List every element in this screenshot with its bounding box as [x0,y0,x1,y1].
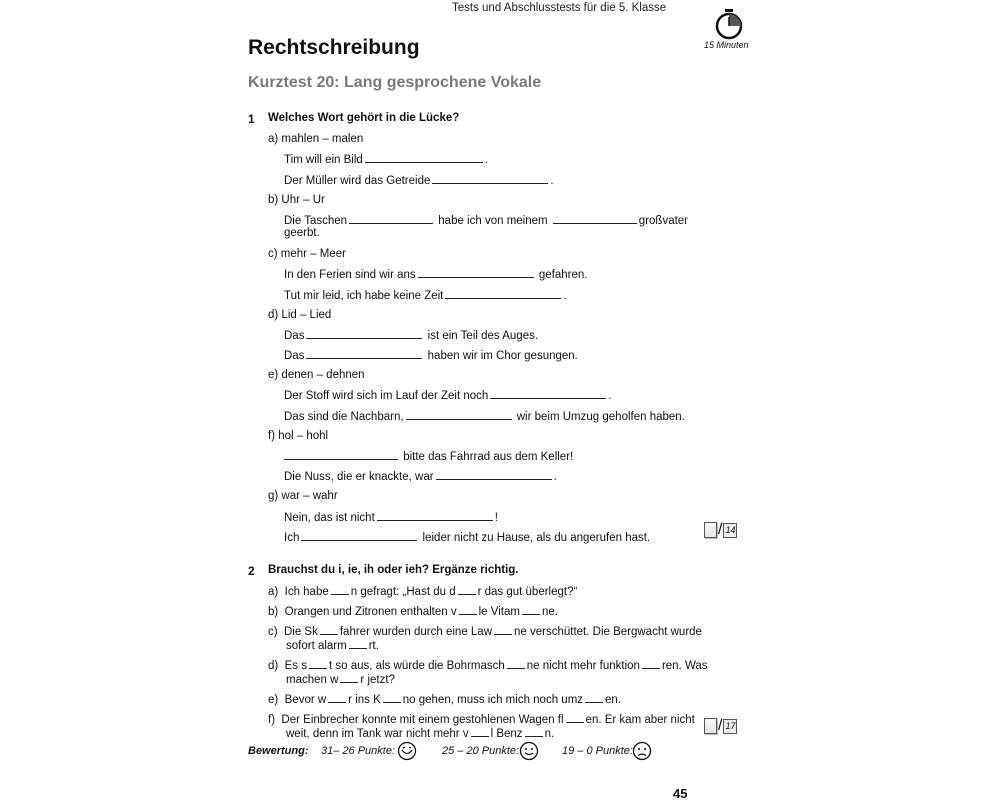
item-label: g) war – wahr [268,490,338,502]
list-item: a) Ich habe n gefragt: „Hast du d r das gut überlegt?“ [268,586,578,598]
answer-blank[interactable] [553,214,637,224]
rating-range-2: 25 – 20 Punkte: [442,745,520,757]
task-number: 2 [248,564,255,578]
letter-blank[interactable] [585,693,603,703]
answer-blank[interactable] [284,450,398,460]
list-item-continuation: sofort alarm rt. [286,640,379,652]
sentence: Nein, das ist nicht ! [284,512,498,524]
laughing-face-icon [397,741,417,761]
list-item: b) Orangen und Zitronen enthalten v le Vitam ne. [268,606,558,618]
answer-blank[interactable] [301,531,417,541]
sentence: Der Stoff wird sich im Lauf der Zeit noch . [284,390,612,402]
answer-blank[interactable] [306,329,422,339]
sentence: In den Ferien sind wir ans gefahren. [284,269,588,281]
page-number: 45 [673,786,688,801]
sentence-continuation: geerbt. [284,227,320,239]
clock-icon [713,8,745,40]
rating-range-1: 31– 26 Punkte: [321,745,396,757]
running-header: Tests und Abschlusstests für die 5. Klasse [452,2,667,14]
page-title: Rechtschreibung [248,36,420,59]
task-title: Welches Wort gehört in die Lücke? [268,112,460,124]
max-points: 17 [723,719,737,734]
smiling-face-icon [519,741,539,761]
rating-label: Bewertung [248,745,305,757]
answer-blank[interactable] [306,349,422,359]
letter-blank[interactable] [320,625,338,635]
answer-blank[interactable] [432,174,548,184]
answer-blank[interactable] [377,511,493,521]
points-input-box[interactable] [704,718,717,734]
item-label: a) mahlen – malen [268,133,364,145]
task-number: 1 [248,112,255,126]
letter-blank[interactable] [309,659,327,669]
test-subtitle: Kurztest 20: Lang gesprochene Vokale [248,74,542,91]
item-label: c) mehr – Meer [268,248,346,260]
task-title: Brauchst du i, ie, ih oder ieh? Ergänze richtig. [268,564,519,576]
sad-face-icon [632,741,652,761]
item-label: e) denen – dehnen [268,369,365,381]
list-item: c) Die Sk fahrer wurden durch eine Law ne verschüttet. Die Bergwacht wurde [268,626,702,638]
letter-blank[interactable] [566,713,584,723]
sentence: Tim will ein Bild . [284,154,489,166]
answer-blank[interactable] [490,389,606,399]
sentence: Die Taschen habe ich von meinem großvater [284,215,689,227]
sentence: Das haben wir im Chor gesungen. [284,350,578,362]
letter-blank[interactable] [522,605,540,615]
letter-blank[interactable] [383,693,401,703]
letter-blank[interactable] [340,673,358,683]
item-label: b) Uhr – Ur [268,194,325,206]
time-limit: 15 Minuten [704,40,749,50]
letter-blank[interactable] [507,659,525,669]
answer-blank[interactable] [418,268,534,278]
item-label: f) hol – hohl [268,430,329,442]
letter-blank[interactable] [459,605,477,615]
rating-row: Bewertung: [248,745,309,757]
letter-blank[interactable] [525,727,543,737]
letter-blank[interactable] [328,693,346,703]
letter-blank[interactable] [349,639,367,649]
sentence: Der Müller wird das Getreide . [284,175,554,187]
list-item: f) Der Einbrecher konnte mit einem gestohlenen Wagen fl en. Er kam aber nicht [268,714,695,726]
letter-blank[interactable] [471,727,489,737]
sentence: Das ist ein Teil des Auges. [284,330,539,342]
list-item: e) Bevor w r ins K no gehen, muss ich mich noch umz en. [268,694,622,706]
list-item: d) Es s t so aus, als würde die Bohrmasch ne nicht mehr funktion ren. Was [268,660,708,672]
rating-range-3: 19 – 0 Punkte: [562,745,633,757]
sentence: bitte das Fahrrad aus dem Keller! [284,450,573,463]
answer-blank[interactable] [436,470,552,480]
answer-blank[interactable] [365,153,483,163]
letter-blank[interactable] [331,585,349,595]
sentence: Tut mir leid, ich habe keine Zeit . [284,290,567,302]
sentence: Ich leider nicht zu Hause, als du angerufen hast. [284,532,651,544]
letter-blank[interactable] [642,659,660,669]
list-item-continuation: weit, denn im Tank war nicht mehr v l Benz n. [286,728,555,740]
letter-blank[interactable] [494,625,512,635]
answer-blank[interactable] [406,410,512,420]
score-box-task1: / 14 [704,522,737,538]
answer-blank[interactable] [349,214,433,224]
sentence: Die Nuss, die er knackte, war . [284,471,557,483]
item-label: d) Lid – Lied [268,309,332,321]
answer-blank[interactable] [445,289,561,299]
max-points: 14 [723,523,737,538]
score-box-task2: / 17 [704,718,737,734]
sentence: Das sind die Nachbarn, wir beim Umzug geholfen haben. [284,411,685,423]
list-item-continuation: machen w r jetzt? [286,674,395,686]
letter-blank[interactable] [458,585,476,595]
points-input-box[interactable] [704,522,717,538]
